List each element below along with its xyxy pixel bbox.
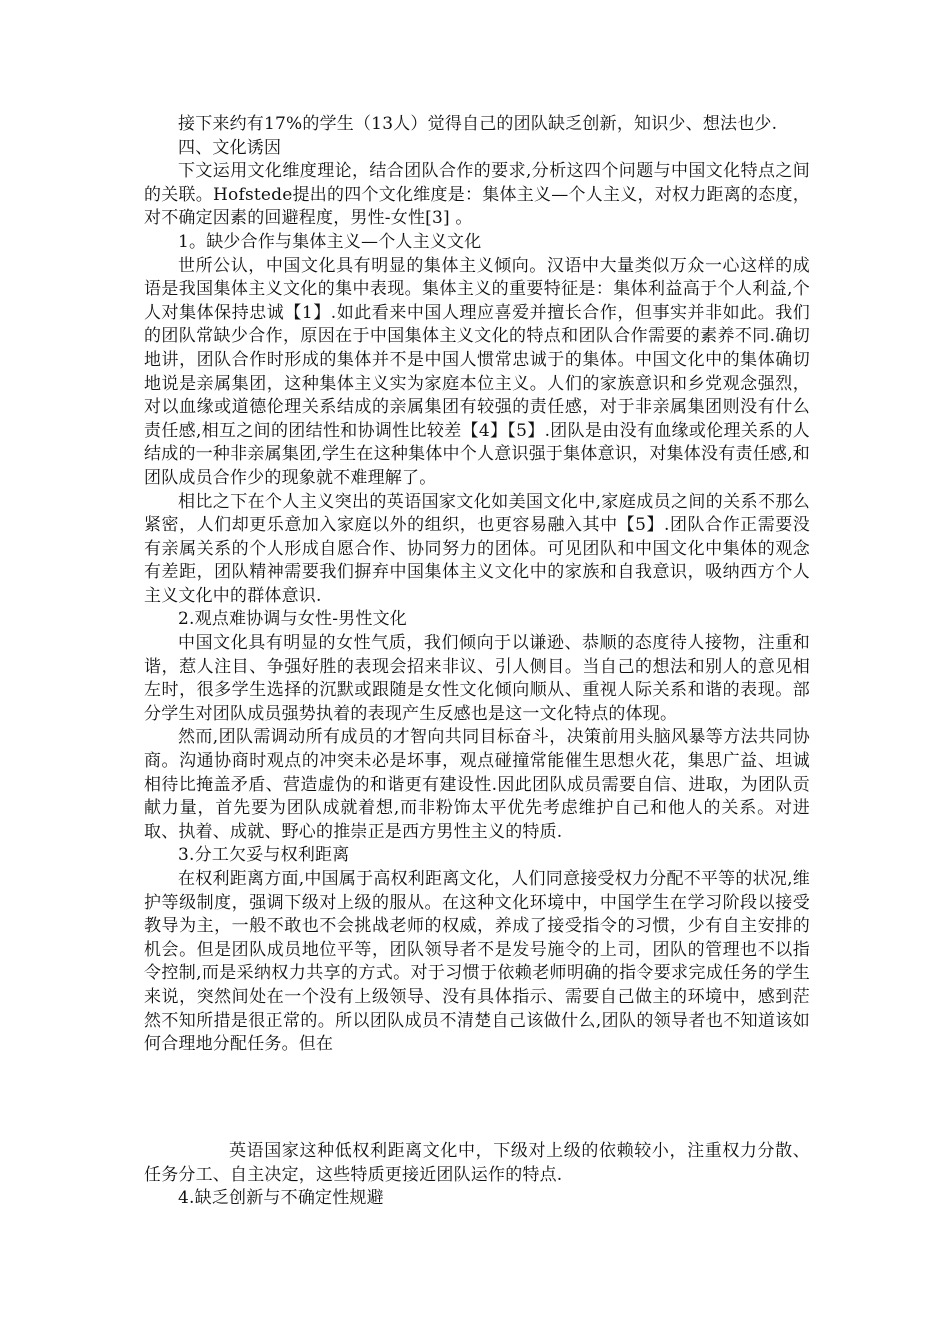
- subsection-heading: 3.分工欠妥与权利距离: [178, 845, 350, 866]
- paragraph: 世所公认，中国文化具有明显的集体主义倾向。汉语中大量类似万众一心这样的成语是我国集体主义文化的集中表现。集体主义的重要特征是：集体利益高于个人利益,个人对集体保持忠诚【1】.如此看来中国人理应喜爱并擅长合作，但事实并非如此。我们的团队常缺少合作，原因在于中国集体主义文化的特点和团队合作需要的素养不同.确切地讲，团队合作时形成的集体并不是中国人惯常忠诚于的集体。中国文化中的集体确切地说是亲属集团，这种集体主义实为家庭本位主义。人们的家族意识和乡党观念强烈，对以血缘或道德伦理关系结成的亲属集团有较强的责任感，对于非亲属集团则没有什么责任感,相互之间的团结性和协调性比较差【4】【5】.团队是由没有血缘或伦理关系的人结成的一种非亲属集团,学生在这种集体中个人意识强于集体意识，对集体没有责任感,和团队成员合作少的现象就不难理解了。: [144, 255, 810, 488]
- paragraph: 下文运用文化维度理论，结合团队合作的要求,分析这四个问题与中国文化特点之间的关联。Hofstede提出的四个文化维度是：集体主义—个人主义，对权力距离的态度，对不确定因素的回避程度，男性-女性[3] 。: [144, 161, 810, 229]
- text-block-main: [144, 113, 810, 1057]
- subsection-heading: 1。缺少合作与集体主义—个人主义文化: [178, 231, 482, 252]
- subsection-heading: 2.观点难协调与女性-男性文化: [178, 609, 407, 630]
- paragraph: 然而,团队需调动所有成员的才智向共同目标奋斗，决策前用头脑风暴等方法共同协商。沟通协商时观点的冲突未必是坏事，观点碰撞常能催生思想火花，集思广益、坦诚相待比掩盖矛盾、营造虚伪的和谐更有建设性.因此团队成员需要自信、进取，为团队贡献力量，首先要为团队成就着想,而非粉饰太平优先考虑维护自己和他人的关系。对进取、执着、成就、野心的推崇正是西方男性主义的特质.: [144, 727, 810, 842]
- section-heading: 四、文化诱因: [178, 137, 282, 158]
- paragraph: 中国文化具有明显的女性气质，我们倾向于以谦逊、恭顺的态度待人接物，注重和谐，惹人注目、争强好胜的表现会招来非议、引人侧目。当自己的想法和别人的意见相左时，很多学生选择的沉默或跟随是女性文化倾向顺从、重视人际关系和谐的表现。部分学生对团队成员强势执着的表现产生反感也是这一文化特点的体现。: [144, 633, 810, 724]
- subsection-heading: 4.缺乏创新与不确定性规避: [178, 1188, 384, 1209]
- text-block-continued: [144, 1140, 810, 1211]
- paragraph: 接下来约有17%的学生（13人）觉得自己的团队缺乏创新，知识少、想法也少.: [178, 114, 778, 134]
- paragraph: 在权利距离方面,中国属于高权利距离文化，人们同意接受权力分配不平等的状况,维护等级制度，强调下级对上级的服从。在这种文化环境中，中国学生在学习阶段以接受教导为主，一般不敢也不会挑战老师的权威，养成了接受指令的习惯，少有自主安排的机会。但是团队成员地位平等，团队领导者不是发号施令的上司，团队的管理也不以指令控制,而是采纳权力共享的方式。对于习惯于依赖老师明确的指令要求完成任务的学生来说，突然间处在一个没有上级领导、没有具体指示、需要自己做主的环境中，感到茫然不知所措是很正常的。所以团队成员不清楚自己该做什么,团队的领导者也不知道该如何合理地分配任务。但在: [144, 869, 810, 1055]
- paragraph: 相比之下在个人主义突出的英语国家文化如美国文化中,家庭成员之间的关系不那么紧密，人们却更乐意加入家庭以外的组织，也更容易融入其中【5】.团队合作正需要没有亲属关系的个人形成自愿合作、协同努力的团体。可见团队和中国文化中集体的观念有差距，团队精神需要我们摒弃中国集体主义文化中的家族和自我意识，吸纳西方个人主义文化中的群体意识.: [144, 491, 810, 606]
- paragraph: 英语国家这种低权利距离文化中，下级对上级的依赖较小，注重权力分散、任务分工、自主决定，这些特质更接近团队运作的特点.: [144, 1141, 810, 1185]
